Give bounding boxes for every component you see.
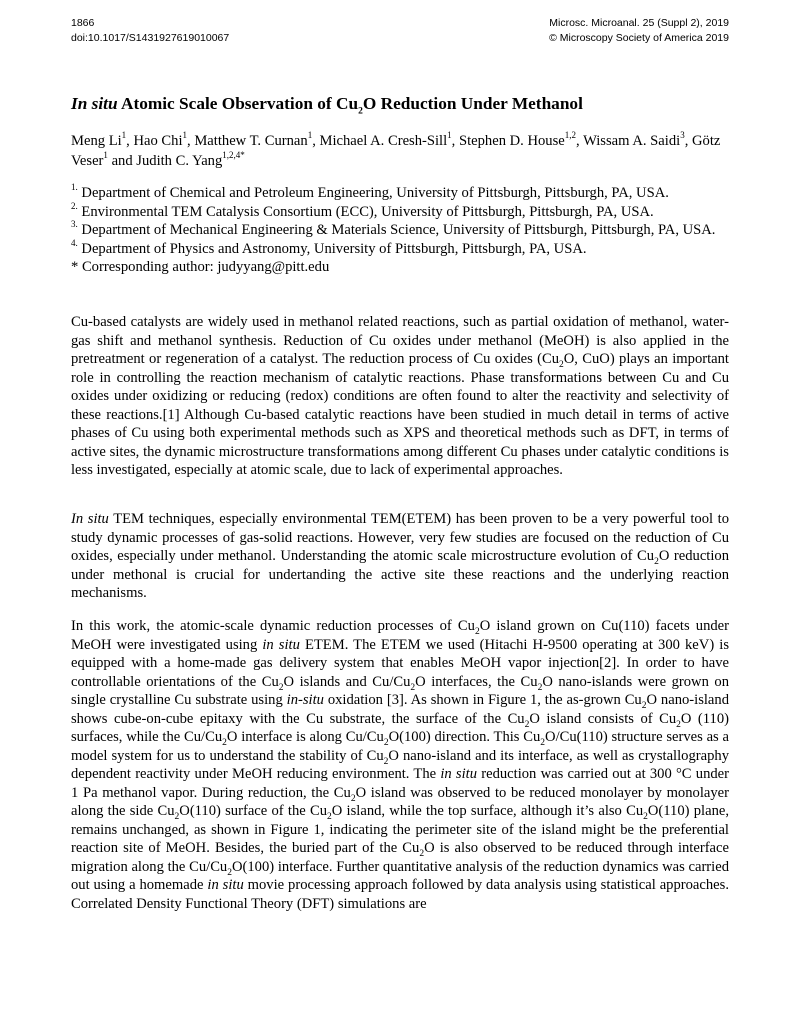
subscript: 2 <box>654 556 659 567</box>
author-name: Matthew T. Curnan <box>194 133 308 149</box>
subscript: 2 <box>383 756 389 767</box>
affiliation-text: Department of Chemical and Petroleum Engineering, University of Pittsburgh, Pittsburgh, PA, USA. <box>77 185 669 201</box>
affiliation-number: 3. <box>71 219 78 230</box>
copyright: © Microscopy Society of America 2019 <box>549 32 729 44</box>
subscript: 2 <box>559 359 564 370</box>
affiliation-number: 2. <box>71 200 78 211</box>
author-list: Meng Li$^1$, Hao Chi$^1$, Matthew T. Curnan$^1$, Michael A. Cresh-Sill$^1$, Stephen D. House$^{1,2}$, Wissam A. Saidi$^3$, Götz Veser$^1$ and Judith C. Yang$^{1,2,4*}$ <box>71 130 721 169</box>
author <box>319 130 452 149</box>
affiliation-text: Environmental TEM Catalysis Consortium (ECC), University of Pittsburgh, Pittsburgh, PA, USA. <box>77 203 654 220</box>
page-number: 1866 <box>71 17 95 29</box>
author-affiliation-mark: 1,2 <box>564 130 577 141</box>
author-name: Judith C. Yang <box>136 153 223 169</box>
subscript: 2 <box>540 737 546 748</box>
paragraph-intro: Cu-based catalysts are widely used in methanol related reactions, such as partial oxidation of methanol, water-gas shift and methanol synthesis. Reduction of Cu oxides under methanol (MeOH) is also applied in the pretreatment or regeneration of a catalyst. The reduction process of Cu oxides ($Cu_2O$, CuO) plays an important role in controlling the reaction mechanism of catalytic reactions. Phase transformations between Cu and Cu oxides under oxidizing or reducing (redox) conditions are often found to alter the reactivity and selectivity of these reactions.[1] Although Cu-based catalytic reactions have been studied in much detail in terms of active phases of Cu using both experimental methods such as XPS and theoretical methods such as DFT, in terms of active sites, the dynamic microstructure transformations among different Cu phases under catalytic conditions is less investigated, especially at atomic scale, due to lack of experimental approaches. <box>71 314 729 478</box>
header-left <box>71 16 229 46</box>
author-affiliation-mark: 1 <box>121 130 127 141</box>
subscript: 2 <box>537 682 543 693</box>
author-affiliation-mark: 1 <box>307 130 313 141</box>
subscript: 2 <box>174 811 180 822</box>
subscript: 2 <box>643 811 648 822</box>
author <box>71 130 127 149</box>
affiliation <box>71 237 729 259</box>
title-italic: In situ <box>71 94 118 113</box>
journal-citation: Microsc. Microanal. 25 (Suppl 2), 2019 <box>549 17 729 29</box>
affiliation <box>71 184 729 203</box>
author <box>133 130 188 149</box>
affiliation-text: Department of Physics and Astronomy, University of Pittsburgh, Pittsburgh, PA, USA. <box>77 240 587 257</box>
author <box>136 150 245 169</box>
paragraph-in-situ-tem: In situ TEM techniques, especially environmental TEM(ETEM) has been proven to be a very powerful tool to study dynamic processes of gas-solid reactions. However, very few studies are focused on the reduction of Cu oxides, especially under methanol. Understanding the atomic scale microstructure evolution of $Cu_2O$ reduction under methonal is crucial for undertanding the active site these reactions and the underlying reaction mechanisms. <box>71 511 730 601</box>
title-part1: Atomic Scale Observation of Cu <box>117 94 359 113</box>
subscript: 2 <box>383 737 389 748</box>
affiliation-text: Department of Mechanical Engineering & Materials Science, University of Pittsburgh, Pittsburgh, PA, USA. <box>77 222 716 238</box>
author <box>583 130 685 149</box>
subscript: 2 <box>350 793 356 804</box>
header-right <box>549 16 729 46</box>
title-subscript: 2 <box>358 106 363 117</box>
subscript: 2 <box>641 700 647 711</box>
author-name: Meng Li <box>71 133 122 149</box>
author-affiliation-mark: 1 <box>447 130 452 141</box>
subscript: 2 <box>474 626 480 637</box>
subscript: 2 <box>410 682 416 693</box>
subscript: 2 <box>419 848 425 859</box>
subscript: 2 <box>524 719 530 730</box>
affiliation-number: 1. <box>71 182 78 193</box>
italic-term: in situ <box>440 766 477 782</box>
author-affiliation-mark: 1 <box>103 150 108 161</box>
affiliation <box>71 221 729 240</box>
subscript: 2 <box>327 811 332 822</box>
affiliation <box>71 200 729 222</box>
subscript: 2 <box>676 719 681 730</box>
italic-term: in situ <box>207 877 244 893</box>
italic-term: in situ <box>262 636 300 653</box>
affiliation-number: 4. <box>71 237 78 248</box>
affiliations <box>71 184 729 277</box>
author-name: Götz Veser <box>71 133 721 169</box>
corresponding-author[interactable]: * Corresponding author: judyyang@pitt.edu <box>71 259 330 275</box>
subscript: 2 <box>278 682 284 693</box>
italic-term: In situ <box>71 511 109 527</box>
subscript: 2 <box>227 867 232 878</box>
paragraph-this-work: In this work, the atomic-scale dynamic reduction processes of $Cu_2O$ island grown on Cu(110) facets under MeOH were investigated using in situ ETEM. The ETEM we used (Hitachi H-9500 operating at 300 keV) is equipped with a home-made gas delivery system that enables MeOH vapor injection[2]. In order to have controllable orientations of the $Cu_2O$ islands and $Cu/Cu_2O$ interfaces, the $Cu_2O$ nano-islands were grown on single crystalline Cu substrate using in-situ oxidation [3]. As shown in Figure 1, the as-grown $Cu_2O$ nano-island shows cube-on-cube epitaxy with the Cu substrate, the surface of the $Cu_2O$ island consists of $Cu_2O$ (110) surfaces, while the $Cu/Cu_2O$ interface is along $Cu/Cu_2O(100)$ direction. This $Cu_2O/Cu(110)$ structure serves as a model system for us to understand the stability of $Cu_2O$ nano-island and its interface, as well as crystallography dependent reactivity under MeOH reducing environment. The in situ reduction was carried out at 300 °C under 1 Pa methanol vapor. During reduction, the $Cu_2O$ island was observed to be reduced monolayer by monolayer along the side $Cu_2O(110)$ surface of the $Cu_2O$ island, while the top surface, although it’s also $Cu_2O(110)$ plane, remains unchanged, as shown in Figure 1, indicating the perimeter site of the island might be the preferential reaction site of MeOH. Besides, the buried part of the $Cu_2O$ is also observed to be reduced through interface migration along the $Cu/Cu_2O(100)$ interface. Further quantitative analysis of the reduction dynamics was carried out using a homemade in situ movie processing approach followed by data analysis using statistical approaches. Correlated Density Functional Theory (DFT) simulations are <box>71 618 730 912</box>
author-name: Michael A. Cresh-Sill <box>319 133 448 149</box>
author-affiliation-mark: 1,2,4* <box>222 150 245 161</box>
author-name: Stephen D. House <box>458 133 565 149</box>
subscript: 2 <box>222 737 227 748</box>
author-name: Wissam A. Saidi <box>583 133 681 149</box>
author-affiliation-mark: 3 <box>680 130 685 141</box>
title-part2: O Reduction Under Methanol <box>362 94 583 113</box>
author-affiliation-mark: 1 <box>182 130 188 141</box>
italic-term: in-situ <box>286 692 324 708</box>
doi[interactable]: doi:10.1017/S1431927619010067 <box>71 32 230 44</box>
author-name: Hao Chi <box>133 133 183 149</box>
author <box>458 130 577 149</box>
paper-title <box>71 94 583 117</box>
author <box>194 130 313 149</box>
